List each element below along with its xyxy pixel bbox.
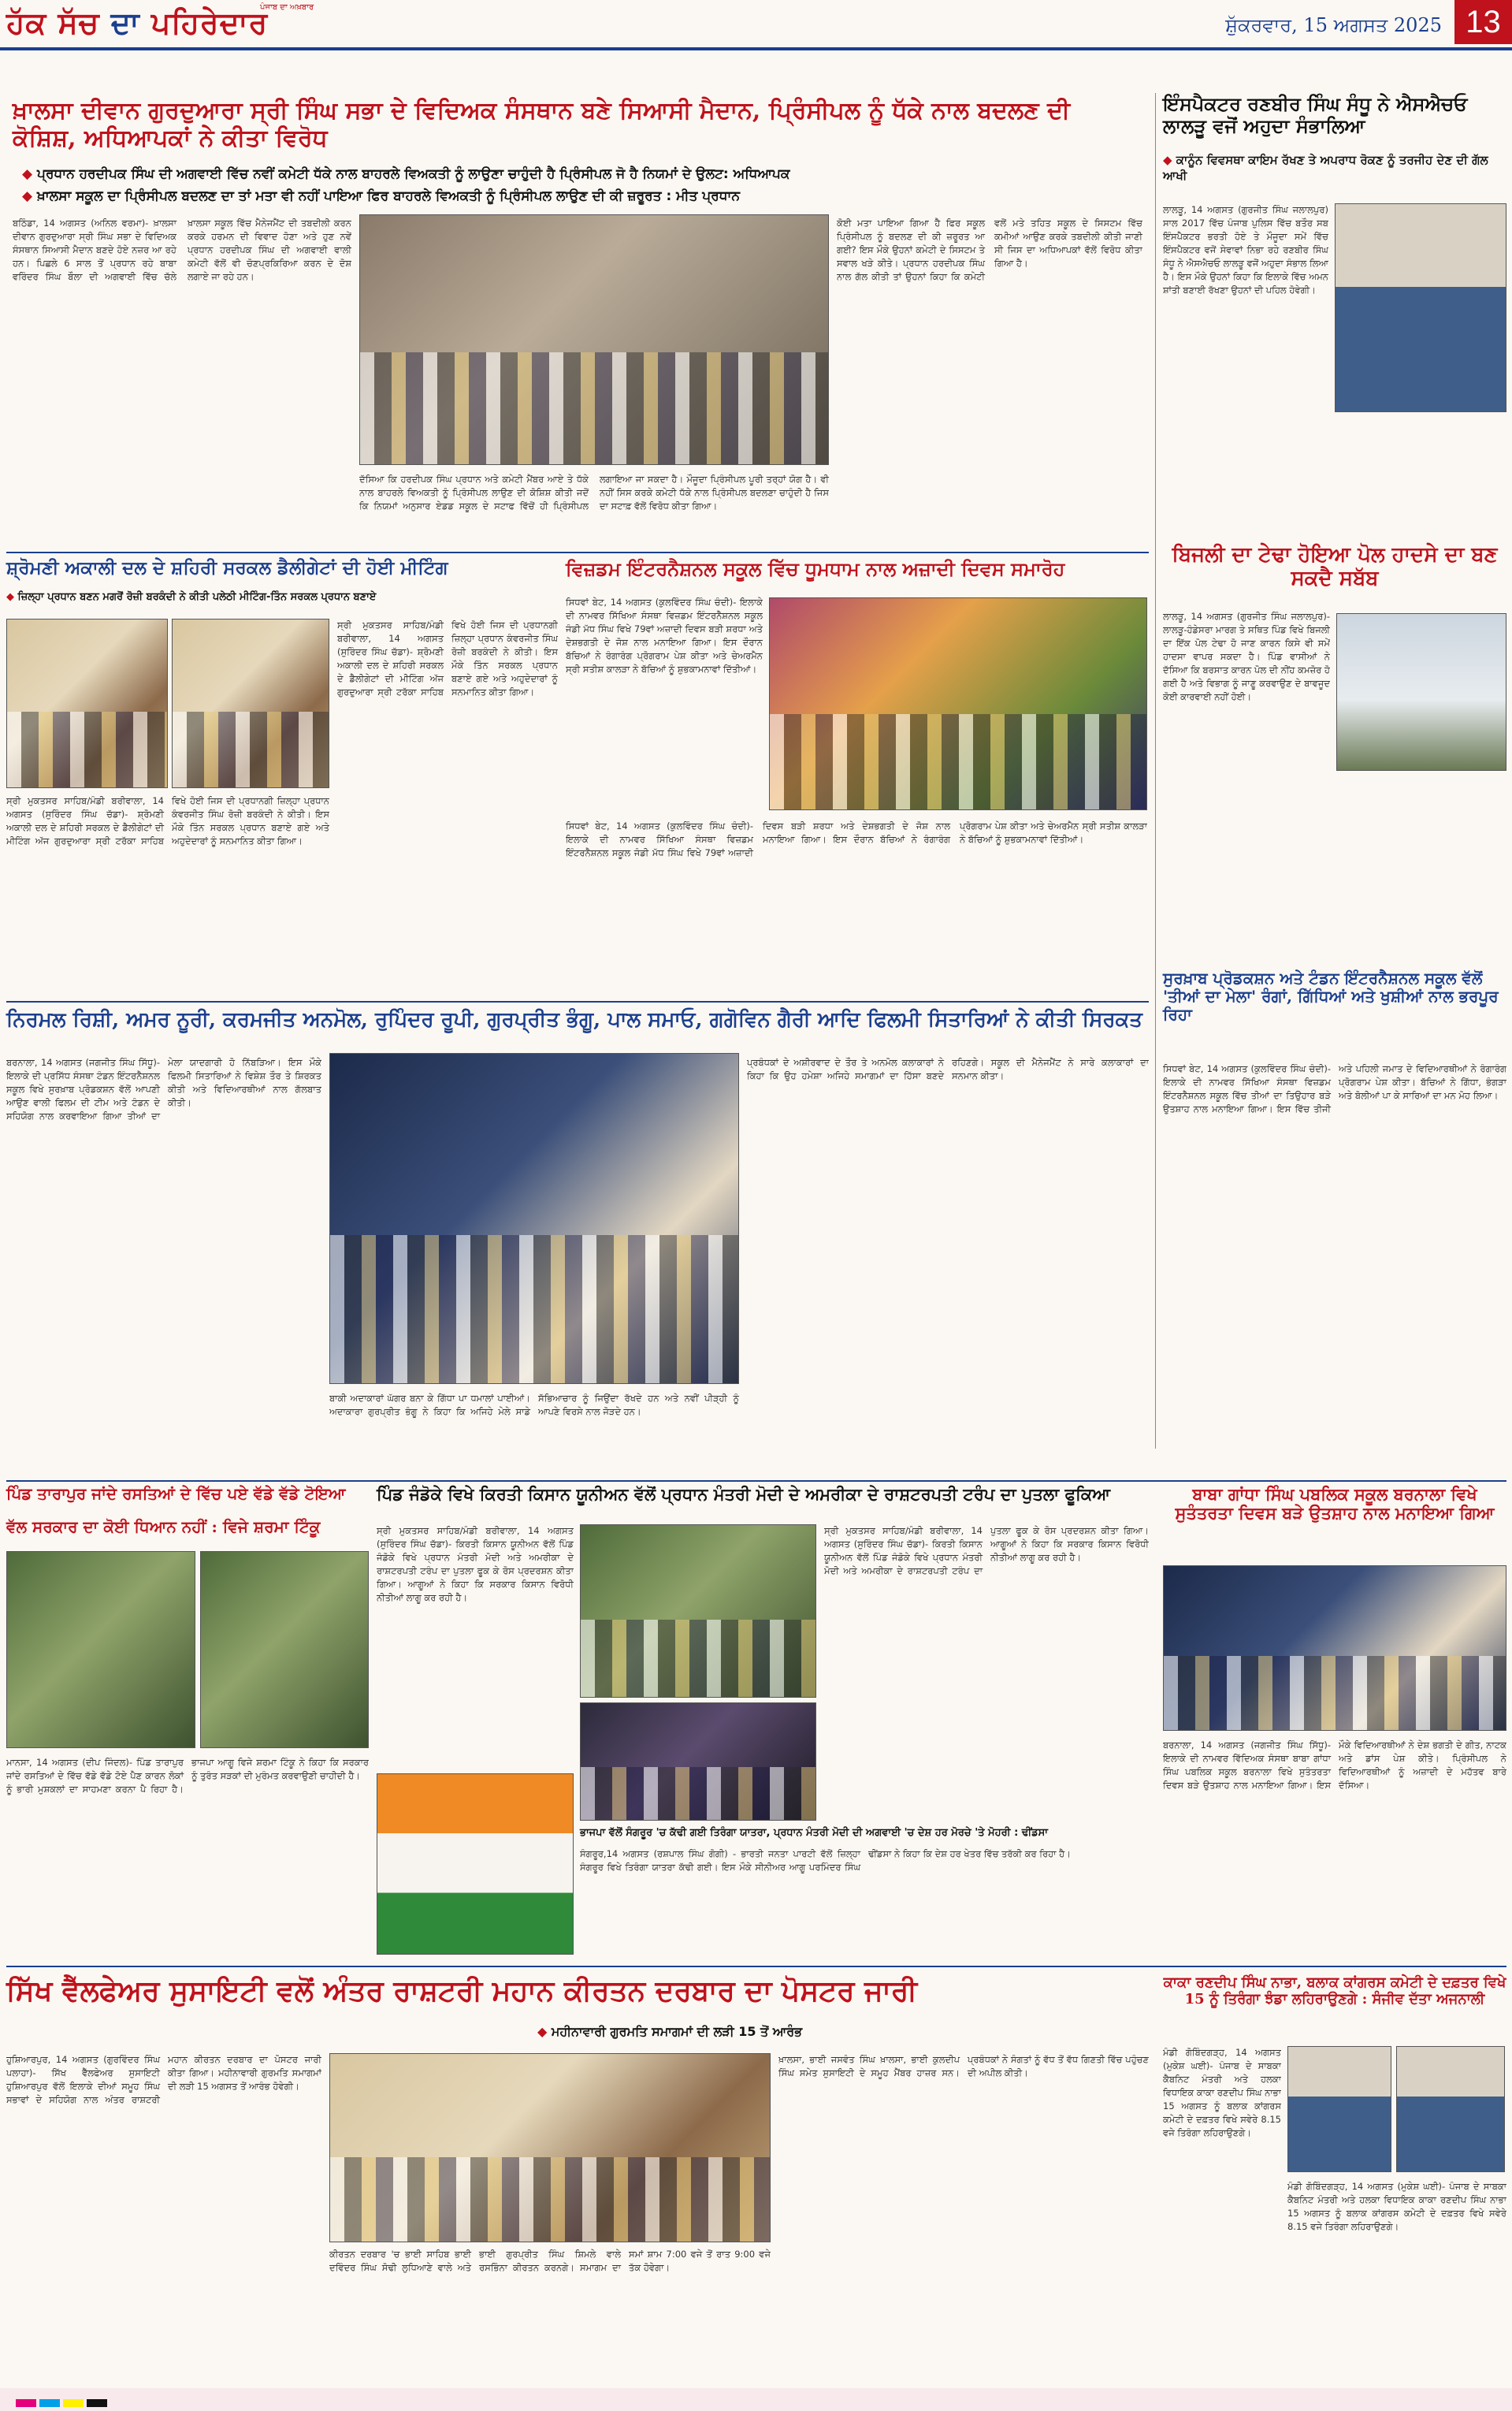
akali-body-lower: ਸ੍ਰੀ ਮੁਕਤਸਰ ਸਾਹਿਬ/ਮੰਡੀ ਬਰੀਵਾਲਾ, 14 ਅਗਸਤ (ਸੁਰਿੰਦਰ ਸਿੰਘ ਚੱਡਾ)- ਸ਼੍ਰੋਮਣੀ ਅਕਾਲੀ ਦਲ ਦੇ ਸ਼ਹਿਰੀ ਸਰਕਲ ਦੇ ਡੈਲੀਗੇਟਾਂ ਦੀ ਮੀਟਿੰਗ ਅੱਜ ਗੁਰਦੁਆਰਾ ਸ੍ਰੀ ਟਰੱਕਾ ਸਾਹਿਬ ਵਿਖੇ ਹੋਈ ਜਿਸ ਦੀ ਪ੍ਰਧਾਨਗੀ ਜ਼ਿਲ੍ਹਾ ਪ੍ਰਧਾਨ ਕੰਵਰਜੀਤ ਸਿੰਘ ਰੋਜ਼ੀ ਬਰਕੰਦੀ ਨੇ ਕੀਤੀ। ਇਸ ਮੌਕੇ ਤਿੰਨ ਸਰਕਲ ਪ੍ਰਧਾਨ ਬਣਾਏ ਗਏ ਅਤੇ ਅਹੁਦੇਦਾਰਾਂ ਨੂੰ ਸਨਮਾਨਿਤ ਕੀਤਾ ਗਿਆ। <box>6 795 329 846</box>
top-story-body-bottom: ਦੱਸਿਆ ਕਿ ਹਰਦੀਪਕ ਸਿੰਘ ਪ੍ਰਧਾਨ ਅਤੇ ਕਮੇਟੀ ਮੈਂਬਰ ਆਏ ਤੇ ਧੱਕੇ ਨਾਲ ਬਾਹਰਲੇ ਵਿਅਕਤੀ ਨੂੰ ਪ੍ਰਿੰਸੀਪਲ ਲਾਉਣ ਦੀ ਕੋਸ਼ਿਸ਼ ਕੀਤੀ ਜਦੋਂ ਕਿ ਨਿਯਮਾਂ ਅਨੁਸਾਰ ਏਡਡ ਸਕੂਲ ਦੇ ਸਟਾਫ ਵਿੱਚੋਂ ਹੀ ਪ੍ਰਿੰਸੀਪਲ ਲਗਾਇਆ ਜਾ ਸਕਦਾ ਹੈ। ਮੌਜੂਦਾ ਪ੍ਰਿੰਸੀਪਲ ਪੂਰੀ ਤਰ੍ਹਾਂ ਯੋਗ ਹੈ। ਵੀ ਨਹੀਂ ਸਿਸ ਕਰਕੇ ਕਮੇਟੀ ਧੱਕੇ ਨਾਲ ਪ੍ਰਿੰਸੀਪਲ ਬਦਲਣਾ ਚਾਹੁੰਦੀ ਹੈ ਜਿਸ ਦਾ ਸਟਾਫ਼ ਵੱਲੋਂ ਵਿਰੋਧ ਕੀਤਾ ਗਿਆ। <box>359 474 829 512</box>
electric-headline: ਬਿਜਲੀ ਦਾ ਟੇਢਾ ਹੋਇਆ ਪੋਲ ਹਾਦਸੇ ਦਾ ਬਣ ਸਕਦੈ ਸਬੱਬ <box>1172 543 1498 590</box>
tiranga-body: ਸੰਗਰੂਰ,14 ਅਗਸਤ (ਰਸ਼ਪਾਲ ਸਿੰਘ ਗੋਗੀ) - ਭਾਰਤੀ ਜਨਤਾ ਪਾਰਟੀ ਵੱਲੋਂ ਜ਼ਿਲ੍ਹਾ ਸੰਗਰੂਰ ਵਿਖੇ ਤਿਰੰਗਾ ਯਾਤਰਾ ਕੱਢੀ ਗਈ। ਇਸ ਮੌਕੇ ਸੀਨੀਅਰ ਆਗੂ ਪਰਮਿੰਦਰ ਸਿੰਘ ਢੀਂਡਸਾ ਨੇ ਕਿਹਾ ਕਿ ਦੇਸ਼ ਹਰ ਖੇਤਰ ਵਿੱਚ ਤਰੱਕੀ ਕਰ ਰਿਹਾ ਹੈ। <box>580 1848 1071 1873</box>
stars-body-3: ਪ੍ਰਬੰਧਕਾਂ ਦੇ ਅਸ਼ੀਰਵਾਦ ਦੇ ਤੌਰ ਤੇ ਅਨਮੋਲ ਕਲਾਕਾਰਾਂ ਨੇ ਕਿਹਾ ਕਿ ਉਹ ਹਮੇਸ਼ਾ ਅਜਿਹੇ ਸਮਾਗਮਾਂ ਦਾ ਹਿੱਸਾ ਬਣਦੇ ਰਹਿਣਗੇ। ਸਕੂਲ ਦੀ ਮੈਨੇਜਮੈਂਟ ਨੇ ਸਾਰੇ ਕਲਾਕਾਰਾਂ ਦਾ ਸਨਮਾਨ ਕੀਤਾ। <box>747 1057 1149 1081</box>
newspaper-title: ਹੱਕ ਸੱਚ ਦਾ ਪਹਿਰੇਦਾਰ <box>6 5 269 40</box>
row-divider-4 <box>6 1966 1506 1967</box>
top-story-body-right: ਕੋਈ ਮਤਾ ਪਾਇਆ ਗਿਆ ਹੈ ਫਿਰ ਸਕੂਲ ਪ੍ਰਿੰਸੀਪਲ ਨੂੰ ਬਦਲਣ ਦੀ ਕੀ ਜ਼ਰੂਰਤ ਆ ਗਈ? ਇਸ ਮੌਕੇ ਉਹਨਾਂ ਕਮੇਟੀ ਦੇ ਸਿਸਟਮ ਤੇ ਸਵਾਲ ਖੜੇ ਕੀਤੇ। ਪ੍ਰਧਾਨ ਹਰਦੀਪਕ ਸਿੰਘ ਨਾਲ ਗੱਲ ਕੀਤੀ ਤਾਂ ਉਹਨਾਂ ਕਿਹਾ ਕਿ ਕਮੇਟੀ ਵਲੋਂ ਮਤੇ ਤਹਿਤ ਸਕੂਲ ਦੇ ਸਿਸਟਮ ਵਿੱਚ ਕਮੀਆਂ ਆਉਣ ਕਰਕੇ ਤਬਦੀਲੀ ਕੀਤੀ ਜਾਣੀ ਸੀ ਜਿਸ ਦਾ ਅਧਿਆਪਕਾਂ ਵੱਲੋਂ ਵਿਰੋਧ ਕੀਤਾ ਗਿਆ ਹੈ। <box>837 218 1142 282</box>
tarapur-headline: ਪਿੰਡ ਤਾਰਾਪੁਰ ਜਾਂਦੇ ਰਸਤਿਆਂ ਦੇ ਵਿੱਚ ਪਏ ਵੱਡੇ ਵੱਡੇ ਟੋਇਆ <box>6 1484 346 1503</box>
teeyan-headline: ਸੁਰਖ਼ਾਬ ਪ੍ਰੋਡਕਸ਼ਨ ਅਤੇ ਟੰਡਨ ਇੰਟਰਨੈਸ਼ਨਲ ਸਕੂਲ ਵੱਲੋਂ 'ਤੀਆਂ ਦਾ ਮੇਲਾ' ਰੰਗਾਂ, ਗਿੱਧਿਆਂ ਅਤੇ ਖੁਸ਼ੀਆਂ ਨਾਲ ਭਰਪੂਰ ਰਿਹਾ <box>1163 969 1499 1024</box>
stars-photo <box>329 1053 739 1384</box>
gandha-photo <box>1163 1565 1506 1731</box>
newspaper-tagline: ਪੰਜਾਬ ਦਾ ਅਖ਼ਬਾਰ <box>260 3 314 12</box>
wisdom-headline: ਵਿਜ਼ਡਮ ਇੰਟਰਨੈਸ਼ਨਲ ਸਕੂਲ ਵਿੱਚ ਧੂਮਧਾਮ ਨਾਲ ਅਜ਼ਾਦੀ ਦਿਵਸ ਸਮਾਰੋਹ <box>566 557 1065 580</box>
sidebar-top-body: ਲਾਲੜੂ, 14 ਅਗਸਤ (ਗੁਰਜੀਤ ਸਿੰਘ ਜਲਾਲਪੁਰ) ਸਾਲ 2017 ਵਿੱਚ ਪੰਜਾਬ ਪੁਲਿਸ ਵਿੱਚ ਬਤੌਰ ਸਬ ਇੰਸਪੈਕਟਰ ਭਰਤੀ ਹੋਏ ਤੇ ਮੌਜੂਦਾ ਸਮੇਂ ਵਿੱਚ ਇੰਸਪੈਕਟਰ ਵਜੋਂ ਸੇਵਾਵਾਂ ਨਿਭਾ ਰਹੇ ਰਣਬੀਰ ਸਿੰਘ ਸੰਧੂ ਨੇ ਐਸਐਚਓ ਲਾਲੜੂ ਵਜੋਂ ਅਹੁਦਾ ਸੰਭਾਲ ਲਿਆ ਹੈ। ਇਸ ਮੌਕੇ ਉਹਨਾਂ ਕਿਹਾ ਕਿ ਇਲਾਕੇ ਵਿੱਚ ਅਮਨ ਸ਼ਾਂਤੀ ਬਣਾਈ ਰੱਖਣਾ ਉਹਨਾਂ ਦੀ ਪਹਿਲ ਹੋਵੇਗੀ। <box>1163 204 1328 296</box>
tiranga-caption: ਭਾਜਪਾ ਵੱਲੋਂ ਸੰਗਰੂਰ 'ਚ ਕੱਢੀ ਗਈ ਤਿਰੰਗਾ ਯਾਤਰਾ, ਪ੍ਰਧਾਨ ਮੰਤਰੀ ਮੋਦੀ ਦੀ ਅਗਵਾਈ 'ਚ ਦੇਸ਼ ਹਰ ਮੋਰਚੇ 'ਤੇ ਮੋਹਰੀ : ਢੀਂਡਸਾ <box>580 1827 1049 1839</box>
top-story-photo <box>359 214 829 465</box>
kirtan-photo <box>329 2053 771 2242</box>
tarapur-sub: ਵੱਲ ਸਰਕਾਰ ਦਾ ਕੋਈ ਧਿਆਨ ਨਹੀਂ : ਵਿਜੇ ਸ਼ਰਮਾ ਟਿੰਕੂ <box>6 1517 321 1536</box>
akali-sub: ◆ ਜ਼ਿਲ੍ਹਾ ਪ੍ਰਧਾਨ ਬਣਨ ਮਗਰੋਂ ਰੋਜ਼ੀ ਬਰਕੰਦੀ ਨੇ ਕੀਤੀ ਪਲੇਠੀ ਮੀਟਿੰਗ-ਤਿੰਨ ਸਰਕਲ ਪ੍ਰਧਾਨ ਬਣਾਏ <box>6 591 377 603</box>
masthead-rule <box>0 47 1512 50</box>
kisan-photo-2 <box>580 1702 816 1821</box>
tarapur-photo-1 <box>6 1551 195 1748</box>
row-divider-3 <box>6 1480 1506 1482</box>
kirtan-body: ਹੁਸ਼ਿਆਰਪੁਰ, 14 ਅਗਸਤ (ਗੁਰਵਿੰਦਰ ਸਿੰਘ ਪਲਾਹਾ)- ਸਿੱਖ ਵੈੱਲਫੇਅਰ ਸੁਸਾਇਟੀ ਹੁਸ਼ਿਆਰਪੁਰ ਵੱਲੋਂ ਇਲਾਕੇ ਦੀਆਂ ਸਮੂਹ ਸਿੰਘ ਸਭਾਵਾਂ ਦੇ ਸਹਿਯੋਗ ਨਾਲ ਅੰਤਰ ਰਾਸ਼ਟਰੀ ਮਹਾਨ ਕੀਰਤਨ ਦਰਬਾਰ ਦਾ ਪੋਸਟਰ ਜਾਰੀ ਕੀਤਾ ਗਿਆ। ਮਹੀਨਾਵਾਰੀ ਗੁਰਮਤਿ ਸਮਾਗਮਾਂ ਦੀ ਲੜੀ 15 ਅਗਸਤ ਤੋਂ ਆਰੰਭ ਹੋਵੇਗੀ। <box>6 2054 321 2105</box>
wisdom-photo <box>769 597 1147 810</box>
top-story-sub2: ◆ ਖ਼ਾਲਸਾ ਸਕੂਲ ਦਾ ਪ੍ਰਿੰਸੀਪਲ ਬਦਲਣ ਦਾ ਤਾਂ ਮਤਾ ਵੀ ਨਹੀਂ ਪਾਇਆ ਫਿਰ ਬਾਹਰਲੇ ਵਿਅਕਤੀ ਨੂੰ ਪ੍ਰਿੰਸੀਪਲ ਲਾਉਣ ਦੀ ਕੀ ਜ਼ਰੂਰਤ : ਮੀਤ ਪ੍ਰਧਾਨ <box>22 188 740 204</box>
congress-headline: ਕਾਕਾ ਰਣਦੀਪ ਸਿੰਘ ਨਾਭਾ, ਬਲਾਕ ਕਾਂਗਰਸ ਕਮੇਟੀ ਦੇ ਦਫ਼ਤਰ ਵਿਖੇ 15 ਨੂੰ ਤਿਰੰਗਾ ਝੰਡਾ ਲਹਿਰਾਉਣਗੇ : ਸੰਜੀਵ ਦੱਤਾ ਅਜਨਾਲੀ <box>1163 1974 1506 2007</box>
issue-date: ਸ਼ੁੱਕਰਵਾਰ, 15 ਅਗਸਤ 2025 <box>1225 14 1442 36</box>
row-divider-2 <box>6 1001 1149 1003</box>
kirtan-sub: ◆ ਮਹੀਨਾਵਾਰੀ ਗੁਰਮਤਿ ਸਮਾਗਮਾਂ ਦੀ ਲੜੀ 15 ਤੋਂ ਆਰੰਭ <box>537 2024 802 2039</box>
page-number: 13 <box>1454 0 1512 44</box>
stars-body: ਬਰਨਾਲਾ, 14 ਅਗਸਤ (ਜਗਜੀਤ ਸਿੰਘ ਸਿੱਧੂ)- ਇਲਾਕੇ ਦੀ ਪ੍ਰਸਿੱਧ ਸੰਸਥਾ ਟੰਡਨ ਇੰਟਰਨੈਸ਼ਨਲ ਸਕੂਲ ਵਿਖੇ ਸੁਰਖ਼ਾਬ ਪ੍ਰੋਡਕਸ਼ਨ ਵੱਲੋਂ ਆਪਣੀ ਆਉਣ ਵਾਲੀ ਫਿਲਮ ਦੀ ਟੀਮ ਅਤੇ ਟੰਡਨ ਦੇ ਸਹਿਯੋਗ ਨਾਲ ਕਰਵਾਇਆ ਗਿਆ ਤੀਆਂ ਦਾ ਮੇਲਾ ਯਾਦਗਾਰੀ ਹੋ ਨਿੱਬੜਿਆ। ਇਸ ਮੌਕੇ ਫਿਲਮੀ ਸਿਤਾਰਿਆਂ ਨੇ ਵਿਸ਼ੇਸ਼ ਤੌਰ ਤੇ ਸ਼ਿਰਕਤ ਕੀਤੀ ਅਤੇ ਵਿਦਿਆਰਥੀਆਂ ਨਾਲ ਗੱਲਬਾਤ ਕੀਤੀ। <box>6 1057 321 1122</box>
row-divider-1 <box>6 552 1149 553</box>
gandha-headline: ਬਾਬਾ ਗਾਂਧਾ ਸਿੰਘ ਪਬਲਿਕ ਸਕੂਲ ਬਰਨਾਲਾ ਵਿਖੇ ਸੁਤੰਤਰਤਾ ਦਿਵਸ ਬੜੇ ਉਤਸ਼ਾਹ ਨਾਲ ਮਨਾਇਆ ਗਿਆ <box>1175 1484 1495 1524</box>
tarapur-photo-2 <box>200 1551 369 1748</box>
top-story-headline: ਖ਼ਾਲਸਾ ਦੀਵਾਨ ਗੁਰਦੁਆਰਾ ਸ੍ਰੀ ਸਿੰਘ ਸਭਾ ਦੇ ਵਿਦਿਅਕ ਸੰਸਥਾਨ ਬਣੇ ਸਿਆਸੀ ਮੈਦਾਨ, ਪ੍ਰਿੰਸੀਪਲ ਨੂੰ ਧੱਕੇ ਨਾਲ ਬਦਲਣ ਦੀ ਕੋਸ਼ਿਸ਼, ਅਧਿਆਪਕਾਂ ਨੇ ਕੀਤਾ ਵਿਰੋਧ <box>13 97 1071 152</box>
akali-photo-2 <box>172 619 329 788</box>
sidebar-divider <box>1155 93 1156 1449</box>
stars-headline: ਨਿਰਮਲ ਰਿਸ਼ੀ, ਅਮਰ ਨੂਰੀ, ਕਰਮਜੀਤ ਅਨਮੋਲ, ਰੁਪਿੰਦਰ ਰੂਪੀ, ਗੁਰਪ੍ਰੀਤ ਭੰਗੂ, ਪਾਲ ਸਮਾਓ, ਗਗੋਵਿਨ ਗੈਰੀ ਆਦਿ ਫਿਲਮੀ ਸਿਤਾਰਿਆਂ ਨੇ ਕੀਤੀ ਸਿਰਕਤ <box>6 1008 1142 1032</box>
kisan-photo-1 <box>580 1524 816 1698</box>
sidebar-top-headline: ਇੰਸਪੈਕਟਰ ਰਣਬੀਰ ਸਿੰਘ ਸੰਧੂ ਨੇ ਐਸਐਚਓ ਲਾਲੜੂ ਵਜੋਂ ਅਹੁਦਾ ਸੰਭਾਲਿਆ <box>1163 92 1468 137</box>
gandha-body: ਬਰਨਾਲਾ, 14 ਅਗਸਤ (ਜਗਜੀਤ ਸਿੰਘ ਸਿੱਧੂ)- ਇਲਾਕੇ ਦੀ ਨਾਮਵਰ ਵਿੱਦਿਅਕ ਸੰਸਥਾ ਬਾਬਾ ਗਾਂਧਾ ਸਿੰਘ ਪਬਲਿਕ ਸਕੂਲ ਬਰਨਾਲਾ ਵਿਖੇ ਸੁਤੰਤਰਤਾ ਦਿਵਸ ਬੜੇ ਉਤਸ਼ਾਹ ਨਾਲ ਮਨਾਇਆ ਗਿਆ। ਇਸ ਮੌਕੇ ਵਿਦਿਆਰਥੀਆਂ ਨੇ ਦੇਸ਼ ਭਗਤੀ ਦੇ ਗੀਤ, ਨਾਟਕ ਅਤੇ ਡਾਂਸ ਪੇਸ਼ ਕੀਤੇ। ਪ੍ਰਿੰਸੀਪਲ ਨੇ ਵਿਦਿਆਰਥੀਆਂ ਨੂੰ ਅਜ਼ਾਦੀ ਦੇ ਮਹੱਤਵ ਬਾਰੇ ਦੱਸਿਆ। <box>1163 1739 1506 1791</box>
kirtan-headline: ਸਿੱਖ ਵੈੱਲਫੇਅਰ ਸੁਸਾਇਟੀ ਵਲੋਂ ਅੰਤਰ ਰਾਸ਼ਟਰੀ ਮਹਾਨ ਕੀਰਤਨ ਦਰਬਾਰ ਦਾ ਪੋਸਟਰ ਜਾਰੀ <box>6 1974 918 2007</box>
electric-body: ਲਾਲੜੂ, 14 ਅਗਸਤ (ਗੁਰਜੀਤ ਸਿੰਘ ਜਲਾਲਪੁਰ)- ਲਾਲੜੂ-ਹੰਡੇਸਰਾ ਮਾਰਗ ਤੇ ਸਥਿਤ ਪਿੰਡ ਵਿਖੇ ਬਿਜਲੀ ਦਾ ਇੱਕ ਪੋਲ ਟੇਢਾ ਹੋ ਜਾਣ ਕਾਰਨ ਕਿਸੇ ਵੀ ਸਮੇਂ ਹਾਦਸਾ ਵਾਪਰ ਸਕਦਾ ਹੈ। ਪਿੰਡ ਵਾਸੀਆਂ ਨੇ ਦੱਸਿਆ ਕਿ ਬਰਸਾਤ ਕਾਰਨ ਪੋਲ ਦੀ ਨੀਂਹ ਕਮਜ਼ੋਰ ਹੋ ਗਈ ਹੈ ਅਤੇ ਵਿਭਾਗ ਨੂੰ ਜਾਣੂ ਕਰਵਾਉਣ ਦੇ ਬਾਵਜੂਦ ਕੋਈ ਕਾਰਵਾਈ ਨਹੀਂ ਹੋਈ। <box>1163 611 1330 702</box>
congress-body: ਮੰਡੀ ਗੋਬਿੰਦਗੜ੍ਹ, 14 ਅਗਸਤ (ਮੁਕੇਸ਼ ਘਈ)- ਪੰਜਾਬ ਦੇ ਸਾਬਕਾ ਕੈਬਨਿਟ ਮੰਤਰੀ ਅਤੇ ਹਲਕਾ ਵਿਧਾਇਕ ਕਾਕਾ ਰਣਦੀਪ ਸਿੰਘ ਨਾਭਾ 15 ਅਗਸਤ ਨੂੰ ਬਲਾਕ ਕਾਂਗਰਸ ਕਮੇਟੀ ਦੇ ਦਫ਼ਤਰ ਵਿਖੇ ਸਵੇਰੇ 8.15 ਵਜੇ ਤਿਰੰਗਾ ਲਹਿਰਾਉਣਗੇ। <box>1163 2047 1281 2138</box>
stars-body-2: ਬਾਕੀ ਅਦਾਕਾਰਾਂ ਘੱਗਰ ਬਨਾ ਕੇ ਗਿੱਧਾ ਪਾ ਧਮਾਲਾਂ ਪਾਈਆਂ। ਅਦਾਕਾਰਾ ਗੁਰਪ੍ਰੀਤ ਭੰਗੂ ਨੇ ਕਿਹਾ ਕਿ ਅਜਿਹੇ ਮੇਲੇ ਸਾਡੇ ਸੱਭਿਆਚਾਰ ਨੂੰ ਜਿਉਂਦਾ ਰੱਖਦੇ ਹਨ ਅਤੇ ਨਵੀਂ ਪੀੜ੍ਹੀ ਨੂੰ ਆਪਣੇ ਵਿਰਸੇ ਨਾਲ ਜੋੜਦੇ ਹਨ। <box>329 1393 739 1417</box>
wisdom-body: ਸਿਧਵਾਂ ਬੇਟ, 14 ਅਗਸਤ (ਕੁਲਵਿੰਦਰ ਸਿੰਘ ਚੰਦੀ)- ਇਲਾਕੇ ਦੀ ਨਾਮਵਰ ਸਿੱਖਿਆ ਸੰਸਥਾ ਵਿਜ਼ਡਮ ਇੰਟਰਨੈਸ਼ਨਲ ਸਕੂਲ ਜੰਡੀ ਮੱਧ ਸਿੰਘ ਵਿਖੇ 79ਵਾਂ ਅਜ਼ਾਦੀ ਦਿਵਸ ਬੜੀ ਸ਼ਰਧਾ ਅਤੇ ਦੇਸ਼ਭਗਤੀ ਦੇ ਜੋਸ਼ ਨਾਲ ਮਨਾਇਆ ਗਿਆ। ਇਸ ਦੌਰਾਨ ਬੱਚਿਆਂ ਨੇ ਰੰਗਾਰੰਗ ਪ੍ਰੋਗਰਾਮ ਪੇਸ਼ ਕੀਤਾ ਅਤੇ ਚੇਅਰਮੈਨ ਸ੍ਰੀ ਸਤੀਸ਼ ਕਾਲੜਾ ਨੇ ਬੱਚਿਆਂ ਨੂੰ ਸ਼ੁਭਕਾਮਨਾਵਾਂ ਦਿੱਤੀਆਂ। <box>566 597 763 675</box>
kisan-headline: ਪਿੰਡ ਜੰਡੋਕੇ ਵਿਖੇ ਕਿਰਤੀ ਕਿਸਾਨ ਯੂਨੀਅਨ ਵੱਲੋਂ ਪ੍ਰਧਾਨ ਮੰਤਰੀ ਮੋਦੀ ਦੇ ਅਮਰੀਕਾ ਦੇ ਰਾਸ਼ਟਰਪਤੀ ਟਰੰਪ ਦਾ ਪੁਤਲਾ ਫੂਕਿਆ <box>377 1484 1111 1504</box>
top-story-body-left: ਬਠਿੰਡਾ, 14 ਅਗਸਤ (ਅਨਿਲ ਵਰਮਾ)- ਖ਼ਾਲਸਾ ਦੀਵਾਨ ਗੁਰਦੁਆਰਾ ਸ੍ਰੀ ਸਿੰਘ ਸਭਾ ਦੇ ਵਿਦਿਅਕ ਸੰਸਥਾਨ ਸਿਆਸੀ ਮੈਦਾਨ ਬਣਦੇ ਹੋਏ ਨਜ਼ਰ ਆ ਰਹੇ ਹਨ। ਪਿਛਲੇ 6 ਸਾਲ ਤੋਂ ਪ੍ਰਧਾਨ ਰਹੇ ਬਾਬਾ ਵਰਿੰਦਰ ਸਿੰਘ ਬੌਲਾ ਦੀ ਅਗਵਾਈ ਵਿੱਚ ਚੱਲੇ ਖ਼ਾਲਸਾ ਸਕੂਲ ਵਿੱਚ ਮੈਨੇਜਮੈਂਟ ਦੀ ਤਬਦੀਲੀ ਕਰਨ ਕਰਕੇ ਹਰਮਨ ਦੀ ਵਿਵਾਦ ਹੋਣਾ ਅਤੇ ਹੁਣ ਨਵੇਂ ਪ੍ਰਧਾਨ ਹਰਦੀਪਕ ਸਿੰਘ ਦੀ ਅਗਵਾਈ ਵਾਲੀ ਕਮੇਟੀ ਵੱਲੋਂ ਵੀ ਚੋਣਪ੍ਰਕਿਰਿਆ ਕਰਨ ਦੇ ਦੋਸ਼ ਲਗਾਏ ਜਾ ਰਹੇ ਹਨ। <box>13 218 351 282</box>
teeyan-body: ਸਿਧਵਾਂ ਬੇਟ, 14 ਅਗਸਤ (ਕੁਲਵਿੰਦਰ ਸਿੰਘ ਚੰਦੀ)- ਇਲਾਕੇ ਦੀ ਨਾਮਵਰ ਸਿੱਖਿਆ ਸੰਸਥਾ ਵਿਜ਼ਡਮ ਇੰਟਰਨੈਸ਼ਨਲ ਸਕੂਲ ਵਿੱਚ ਤੀਆਂ ਦਾ ਤਿਉਹਾਰ ਬੜੇ ਉਤਸ਼ਾਹ ਨਾਲ ਮਨਾਇਆ ਗਿਆ। ਇਸ ਵਿੱਚ ਤੀਜੀ ਅਤੇ ਪਹਿਲੀ ਜਮਾਤ ਦੇ ਵਿਦਿਆਰਥੀਆਂ ਨੇ ਰੰਗਾਰੰਗ ਪ੍ਰੋਗਰਾਮ ਪੇਸ਼ ਕੀਤਾ। ਬੱਚਿਆਂ ਨੇ ਗਿੱਧਾ, ਭੰਗੜਾ ਅਤੇ ਬੋਲੀਆਂ ਪਾ ਕੇ ਸਾਰਿਆਂ ਦਾ ਮਨ ਮੋਹ ਲਿਆ। <box>1163 1063 1506 1114</box>
electric-pole-photo <box>1336 613 1506 771</box>
akali-headline: ਸ਼੍ਰੋਮਣੀ ਅਕਾਲੀ ਦਲ ਦੇ ਸ਼ਹਿਰੀ ਸਰਕਲ ਡੈਲੀਗੇਟਾਂ ਦੀ ਹੋਈ ਮੀਟਿੰਗ <box>6 557 448 579</box>
akali-photo-1 <box>6 619 168 788</box>
wisdom-body-lower: ਸਿਧਵਾਂ ਬੇਟ, 14 ਅਗਸਤ (ਕੁਲਵਿੰਦਰ ਸਿੰਘ ਚੰਦੀ)- ਇਲਾਕੇ ਦੀ ਨਾਮਵਰ ਸਿੱਖਿਆ ਸੰਸਥਾ ਵਿਜ਼ਡਮ ਇੰਟਰਨੈਸ਼ਨਲ ਸਕੂਲ ਜੰਡੀ ਮੱਧ ਸਿੰਘ ਵਿਖੇ 79ਵਾਂ ਅਜ਼ਾਦੀ ਦਿਵਸ ਬੜੀ ਸ਼ਰਧਾ ਅਤੇ ਦੇਸ਼ਭਗਤੀ ਦੇ ਜੋਸ਼ ਨਾਲ ਮਨਾਇਆ ਗਿਆ। ਇਸ ਦੌਰਾਨ ਬੱਚਿਆਂ ਨੇ ਰੰਗਾਰੰਗ ਪ੍ਰੋਗਰਾਮ ਪੇਸ਼ ਕੀਤਾ ਅਤੇ ਚੇਅਰਮੈਨ ਸ੍ਰੀ ਸਤੀਸ਼ ਕਾਲੜਾ ਨੇ ਬੱਚਿਆਂ ਨੂੰ ਸ਼ੁਭਕਾਮਨਾਵਾਂ ਦਿੱਤੀਆਂ। <box>566 820 1147 858</box>
congress-portrait-1 <box>1287 2046 1391 2172</box>
sidebar-top-sub: ◆ ਕਾਨੂੰਨ ਵਿਵਸਥਾ ਕਾਇਮ ਰੱਖਣ ਤੇ ਅਪਰਾਧ ਰੋਕਣ ਨੂੰ ਤਰਜੀਹ ਦੇਣ ਦੀ ਗੱਲ ਆਖੀ <box>1163 153 1488 183</box>
kisan-body-right: ਸ੍ਰੀ ਮੁਕਤਸਰ ਸਾਹਿਬ/ਮੰਡੀ ਬਰੀਵਾਲਾ, 14 ਅਗਸਤ (ਸੁਰਿੰਦਰ ਸਿੰਘ ਚੱਡਾ)- ਕਿਰਤੀ ਕਿਸਾਨ ਯੂਨੀਅਨ ਵੱਲੋਂ ਪਿੰਡ ਜੰਡੋਕੇ ਵਿਖੇ ਪ੍ਰਧਾਨ ਮੰਤਰੀ ਮੋਦੀ ਅਤੇ ਅਮਰੀਕਾ ਦੇ ਰਾਸ਼ਟਰਪਤੀ ਟਰੰਪ ਦਾ ਪੁਤਲਾ ਫੂਕ ਕੇ ਰੋਸ ਪ੍ਰਦਰਸ਼ਨ ਕੀਤਾ ਗਿਆ। ਆਗੂਆਂ ਨੇ ਕਿਹਾ ਕਿ ਸਰਕਾਰ ਕਿਸਾਨ ਵਿਰੋਧੀ ਨੀਤੀਆਂ ਲਾਗੂ ਕਰ ਰਹੀ ਹੈ। <box>824 1525 1149 1576</box>
inspector-portrait <box>1335 203 1506 412</box>
congress-body-2: ਮੰਡੀ ਗੋਬਿੰਦਗੜ੍ਹ, 14 ਅਗਸਤ (ਮੁਕੇਸ਼ ਘਈ)- ਪੰਜਾਬ ਦੇ ਸਾਬਕਾ ਕੈਬਨਿਟ ਮੰਤਰੀ ਅਤੇ ਹਲਕਾ ਵਿਧਾਇਕ ਕਾਕਾ ਰਣਦੀਪ ਸਿੰਘ ਨਾਭਾ 15 ਅਗਸਤ ਨੂੰ ਬਲਾਕ ਕਾਂਗਰਸ ਕਮੇਟੀ ਦੇ ਦਫ਼ਤਰ ਵਿਖੇ ਸਵੇਰੇ 8.15 ਵਜੇ ਤਿਰੰਗਾ ਲਹਿਰਾਉਣਗੇ। <box>1287 2181 1506 2232</box>
akali-body: ਸ੍ਰੀ ਮੁਕਤਸਰ ਸਾਹਿਬ/ਮੰਡੀ ਬਰੀਵਾਲਾ, 14 ਅਗਸਤ (ਸੁਰਿੰਦਰ ਸਿੰਘ ਚੱਡਾ)- ਸ਼੍ਰੋਮਣੀ ਅਕਾਲੀ ਦਲ ਦੇ ਸ਼ਹਿਰੀ ਸਰਕਲ ਦੇ ਡੈਲੀਗੇਟਾਂ ਦੀ ਮੀਟਿੰਗ ਅੱਜ ਗੁਰਦੁਆਰਾ ਸ੍ਰੀ ਟਰੱਕਾ ਸਾਹਿਬ ਵਿਖੇ ਹੋਈ ਜਿਸ ਦੀ ਪ੍ਰਧਾਨਗੀ ਜ਼ਿਲ੍ਹਾ ਪ੍ਰਧਾਨ ਕੰਵਰਜੀਤ ਸਿੰਘ ਰੋਜ਼ੀ ਬਰਕੰਦੀ ਨੇ ਕੀਤੀ। ਇਸ ਮੌਕੇ ਤਿੰਨ ਸਰਕਲ ਪ੍ਰਧਾਨ ਬਣਾਏ ਗਏ ਅਤੇ ਅਹੁਦੇਦਾਰਾਂ ਨੂੰ ਸਨਮਾਨਿਤ ਕੀਤਾ ਗਿਆ। <box>337 619 558 698</box>
tiranga-photo <box>377 1773 574 1955</box>
kisan-body: ਸ੍ਰੀ ਮੁਕਤਸਰ ਸਾਹਿਬ/ਮੰਡੀ ਬਰੀਵਾਲਾ, 14 ਅਗਸਤ (ਸੁਰਿੰਦਰ ਸਿੰਘ ਚੱਡਾ)- ਕਿਰਤੀ ਕਿਸਾਨ ਯੂਨੀਅਨ ਵੱਲੋਂ ਪਿੰਡ ਜੰਡੋਕੇ ਵਿਖੇ ਪ੍ਰਧਾਨ ਮੰਤਰੀ ਮੋਦੀ ਅਤੇ ਅਮਰੀਕਾ ਦੇ ਰਾਸ਼ਟਰਪਤੀ ਟਰੰਪ ਦਾ ਪੁਤਲਾ ਫੂਕ ਕੇ ਰੋਸ ਪ੍ਰਦਰਸ਼ਨ ਕੀਤਾ ਗਿਆ। ਆਗੂਆਂ ਨੇ ਕਿਹਾ ਕਿ ਸਰਕਾਰ ਕਿਸਾਨ ਵਿਰੋਧੀ ਨੀਤੀਆਂ ਲਾਗੂ ਕਰ ਰਹੀ ਹੈ। <box>377 1525 574 1603</box>
top-story-sub1: ◆ ਪ੍ਰਧਾਨ ਹਰਦੀਪਕ ਸਿੰਘ ਦੀ ਅਗਵਾਈ ਵਿੱਚ ਨਵੀਂ ਕਮੇਟੀ ਧੱਕੇ ਨਾਲ ਬਾਹਰਲੇ ਵਿਅਕਤੀ ਨੂੰ ਲਾਉਣਾ ਚਾਹੁੰਦੀ ਹੈ ਪ੍ਰਿੰਸੀਪਲ ਜੋ ਹੈ ਨਿਯਮਾਂ ਦੇ ਉਲਟ: ਅਧਿਆਪਕ <box>22 166 790 182</box>
kirtan-body-2: ਕੀਰਤਨ ਦਰਬਾਰ 'ਚ ਭਾਈ ਸਾਹਿਬ ਭਾਈ ਦਵਿੰਦਰ ਸਿੰਘ ਸੋਢੀ ਲੁਧਿਆਣੇ ਵਾਲੇ ਅਤੇ ਭਾਈ ਗੁਰਪ੍ਰੀਤ ਸਿੰਘ ਸ਼ਿਮਲੇ ਵਾਲੇ ਰਸਭਿੰਨਾ ਕੀਰਤਨ ਕਰਨਗੇ। ਸਮਾਗਮ ਦਾ ਸਮਾਂ ਸ਼ਾਮ 7:00 ਵਜੇ ਤੋਂ ਰਾਤ 9:00 ਵਜੇ ਤੱਕ ਹੋਵੇਗਾ। <box>329 2249 771 2273</box>
tarapur-body: ਮਾਨਸਾ, 14 ਅਗਸਤ (ਦੀਪ ਜਿੰਦਲ)- ਪਿੰਡ ਤਾਰਾਪੁਰ ਜਾਂਦੇ ਰਸਤਿਆਂ ਦੇ ਵਿੱਚ ਵੱਡੇ ਵੱਡੇ ਟੋਏ ਪੈਣ ਕਾਰਨ ਲੋਕਾਂ ਨੂੰ ਭਾਰੀ ਮੁਸ਼ਕਲਾਂ ਦਾ ਸਾਹਮਣਾ ਕਰਨਾ ਪੈ ਰਿਹਾ ਹੈ। ਭਾਜਪਾ ਆਗੂ ਵਿਜੇ ਸ਼ਰਮਾ ਟਿੰਕੂ ਨੇ ਕਿਹਾ ਕਿ ਸਰਕਾਰ ਨੂੰ ਤੁਰੰਤ ਸੜਕਾਂ ਦੀ ਮੁਰੰਮਤ ਕਰਵਾਉਣੀ ਚਾਹੀਦੀ ਹੈ। <box>6 1757 369 1795</box>
print-color-strip <box>0 2388 1512 2411</box>
kirtan-body-3: ਖ਼ਾਲਸਾ, ਭਾਈ ਜਸਵੰਤ ਸਿੰਘ ਖ਼ਾਲਸਾ, ਭਾਈ ਕੁਲਦੀਪ ਸਿੰਘ ਸਮੇਤ ਸੁਸਾਇਟੀ ਦੇ ਸਮੂਹ ਮੈਂਬਰ ਹਾਜ਼ਰ ਸਨ। ਪ੍ਰਬੰਧਕਾਂ ਨੇ ਸੰਗਤਾਂ ਨੂੰ ਵੱਧ ਤੋਂ ਵੱਧ ਗਿਣਤੀ ਵਿੱਚ ਪਹੁੰਚਣ ਦੀ ਅਪੀਲ ਕੀਤੀ। <box>778 2054 1149 2078</box>
congress-portrait-2 <box>1396 2046 1505 2172</box>
